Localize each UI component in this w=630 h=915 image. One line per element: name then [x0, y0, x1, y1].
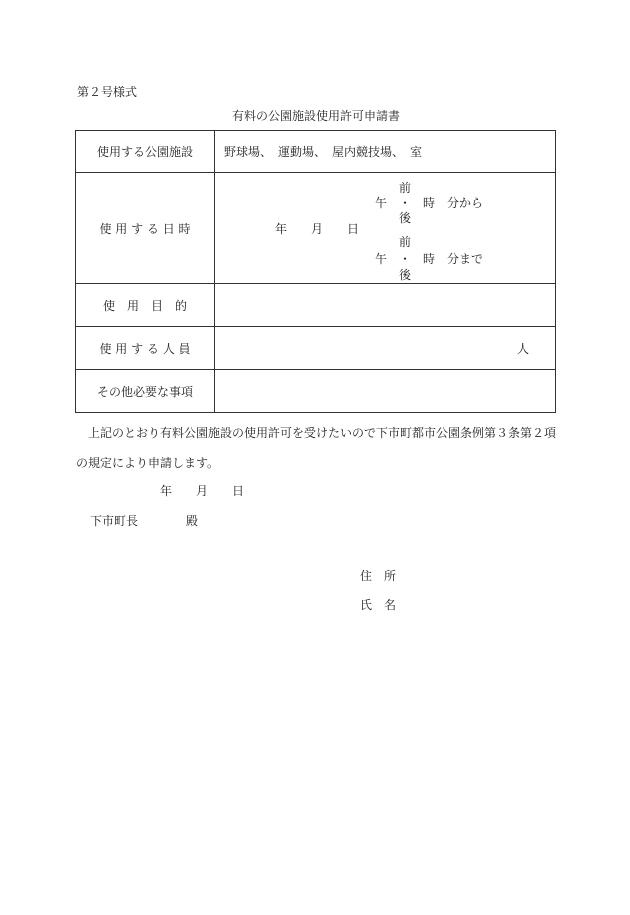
- application-form-table: [75, 130, 556, 413]
- datetime-value-cell: [215, 173, 556, 284]
- facility-options: 野球場、 運動場、 屋内競技場、 室: [224, 145, 423, 159]
- datetime-from-am: 前: [399, 181, 412, 195]
- datetime-date: 年 月 日: [275, 222, 360, 236]
- datetime-from-time: 午 ・ 時 分から: [375, 196, 484, 210]
- page-title: 有料の公園施設使用許可申請書: [232, 109, 401, 123]
- facility-value-cell: [215, 131, 556, 173]
- table-row-other: [76, 370, 556, 413]
- body-text-line-2: の規定により申請します。: [76, 456, 220, 470]
- datetime-to-am: 前: [399, 235, 412, 249]
- application-date: 年 月 日: [160, 484, 245, 498]
- table-row-facility: [76, 131, 556, 173]
- applicant-name-label: 氏 名: [360, 598, 397, 612]
- addressee: 下市町長 殿: [90, 514, 199, 528]
- people-unit: 人: [517, 342, 530, 356]
- people-label: 使 用 す る 人 員: [76, 327, 215, 370]
- datetime-from-pm: 後: [399, 211, 412, 225]
- datetime-to-time: 午 ・ 時 分まで: [375, 252, 484, 266]
- other-label: その他必要な事項: [76, 370, 215, 413]
- facility-label: 使用する公園施設: [76, 131, 215, 173]
- applicant-address-label: 住 所: [360, 569, 397, 583]
- other-value-cell: [215, 370, 556, 413]
- form-number: 第２号様式: [77, 85, 138, 99]
- purpose-label: 使 用 目 的: [76, 284, 215, 327]
- datetime-to-pm: 後: [399, 268, 412, 282]
- purpose-value-cell: [215, 284, 556, 327]
- body-text-line-1: 上記のとおり有料公園施設の使用許可を受けたいので下市町都市公園条例第３条第２項: [88, 426, 557, 440]
- table-row-datetime: [76, 173, 556, 284]
- datetime-label: 使 用 す る 日 時: [76, 173, 215, 284]
- table-row-purpose: [76, 284, 556, 327]
- people-value-cell: [215, 327, 556, 370]
- table-row-people: [76, 327, 556, 370]
